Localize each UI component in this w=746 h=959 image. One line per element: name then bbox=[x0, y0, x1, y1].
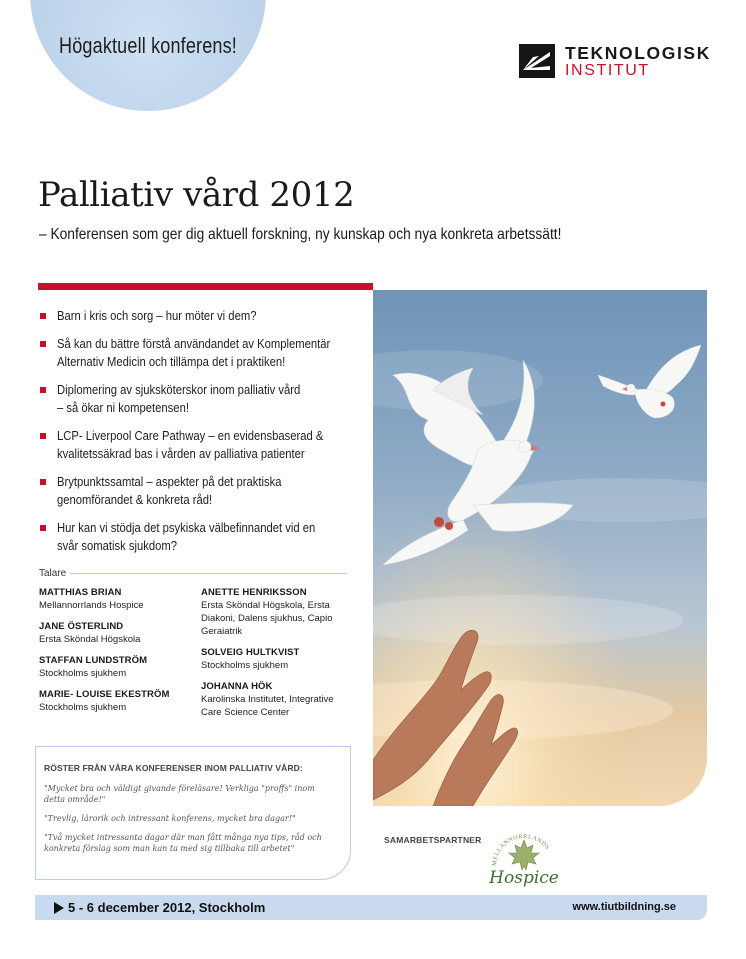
speaker-affiliation: Stockholms sjukhem bbox=[201, 660, 289, 671]
hospice-logo-name: Hospice bbox=[489, 868, 559, 888]
speaker-affiliation: Stockholms sjukhem bbox=[39, 702, 127, 713]
list-item-text: Så kan du bättre förstå användandet av Komplementär Alternativ Medicin och tillämpa det i praktiken! bbox=[57, 337, 331, 369]
speaker bbox=[39, 586, 204, 612]
doves-illustration bbox=[373, 290, 707, 806]
speakers-right-column bbox=[201, 586, 366, 727]
speaker bbox=[201, 646, 366, 672]
list-item bbox=[39, 519, 369, 555]
testimonials-heading: RÖSTER FRÅN VÅRA KONFERENSER INOM PALLIATIV VÅRD: bbox=[44, 763, 303, 773]
speaker-name: SOLVEIG HULTKVIST bbox=[201, 647, 300, 658]
website-link[interactable]: www.tiutbildning.se bbox=[572, 901, 676, 913]
speaker bbox=[39, 688, 204, 714]
hospice-logo[interactable] bbox=[486, 826, 562, 888]
list-item-text: Hur kan vi stödja det psykiska välbefinnandet vid en svår somatisk sjukdom? bbox=[57, 521, 316, 553]
speaker-name: STAFFAN LUNDSTRÖM bbox=[39, 655, 148, 666]
list-item bbox=[39, 427, 369, 463]
page-subtitle: – Konferensen som ger dig aktuell forskning, ny kunskap och nya konkreta arbetssätt! bbox=[39, 226, 562, 243]
speaker-name: MATTHIAS BRIAN bbox=[39, 587, 122, 598]
speakers-divider bbox=[70, 573, 347, 574]
speaker-affiliation: Ersta Sköndal Högskola bbox=[39, 634, 141, 645]
play-arrow-icon bbox=[54, 902, 64, 914]
list-item-text: Barn i kris och sorg – hur möter vi dem? bbox=[57, 309, 257, 323]
list-item-text: LCP- Liverpool Care Pathway – en evidensbaserad & kvalitetssäkrad bas i vården av palliativa patienter bbox=[57, 429, 324, 461]
testimonial-quote: "Två mycket intressanta dagar där man fått många nya tips, råd och konkreta förslag som man kan ta med sig tillbaka till arbetet" bbox=[44, 833, 322, 853]
topic-list bbox=[39, 307, 369, 565]
speaker-affiliation: Karolinska Institutet, Integrative Care Science Center bbox=[201, 694, 334, 718]
list-item bbox=[39, 335, 369, 371]
testimonial-quote: "Mycket bra och väldigt givande föreläsare! Verkliga "proffs" inom detta område!" bbox=[44, 784, 315, 804]
speaker-name: JOHANNA HÖK bbox=[201, 681, 273, 692]
speaker-affiliation: Stockholms sjukhem bbox=[39, 668, 127, 679]
logo-text-line1: TEKNOLOGISK bbox=[565, 43, 711, 63]
bullet-square-icon bbox=[40, 525, 46, 531]
testimonials-box bbox=[35, 746, 351, 880]
list-item-text: Brytpunktssamtal – aspekter på det praktiska genomförandet & konkreta råd! bbox=[57, 475, 282, 507]
logo-mark-icon bbox=[519, 44, 555, 78]
footer-bar bbox=[35, 895, 707, 920]
event-date: 5 - 6 december 2012, Stockholm bbox=[68, 900, 266, 915]
testimonial-quote: "Trevlig, lärorik och intressant konferens, mycket bra dagar!" bbox=[44, 814, 296, 823]
bullet-square-icon bbox=[40, 341, 46, 347]
partner-label: SAMARBETSPARTNER bbox=[384, 835, 482, 845]
speaker bbox=[201, 586, 366, 638]
list-item bbox=[39, 307, 369, 325]
list-item bbox=[39, 381, 369, 417]
maple-leaf-icon bbox=[509, 840, 539, 870]
logo-text-line2: INSTITUT bbox=[565, 62, 650, 79]
page-title: Palliativ vård 2012 bbox=[38, 175, 355, 215]
list-item-text: Diplomering av sjuksköterskor inom palliativ vård – så ökar ni kompetensen! bbox=[57, 383, 301, 415]
hospice-logo-top: MELLANNORRLANDS bbox=[491, 833, 551, 867]
accent-bar bbox=[38, 283, 373, 290]
speaker-affiliation: Ersta Sköndal Högskola, Ersta Diakoni, Dalens sjukhus, Capio Geraiatrik bbox=[201, 600, 333, 637]
speaker bbox=[39, 654, 204, 680]
speaker bbox=[39, 620, 204, 646]
speaker-affiliation: Mellannorrlands Hospice bbox=[39, 600, 144, 611]
badge-text: Högaktuell konferens! bbox=[59, 33, 237, 58]
speaker-name: MARIE- LOUISE EKESTRÖM bbox=[39, 689, 170, 700]
teknologisk-institut-logo[interactable] bbox=[519, 44, 719, 80]
speaker-name: ANETTE HENRIKSSON bbox=[201, 587, 307, 598]
speakers-left-column bbox=[39, 586, 204, 722]
speaker-name: JANE ÖSTERLIND bbox=[39, 621, 124, 632]
bullet-square-icon bbox=[40, 433, 46, 439]
bullet-square-icon bbox=[40, 479, 46, 485]
bullet-square-icon bbox=[40, 387, 46, 393]
bullet-square-icon bbox=[40, 313, 46, 319]
hero-photo-doves bbox=[373, 290, 707, 806]
speaker bbox=[201, 680, 366, 719]
speakers-label: Talare bbox=[39, 568, 67, 579]
list-item bbox=[39, 473, 369, 509]
